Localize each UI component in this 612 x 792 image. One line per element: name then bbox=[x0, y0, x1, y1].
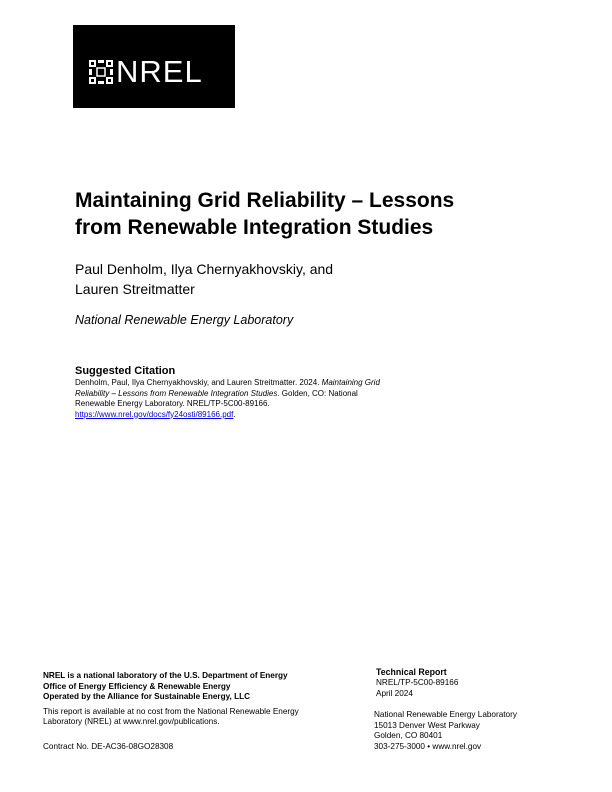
availability-line-1: This report is available at no cost from the National Renewable Energy bbox=[43, 706, 299, 716]
suggested-citation bbox=[75, 365, 495, 420]
availability-line-2: Laboratory (NREL) at www.nrel.gov/publications. bbox=[43, 717, 220, 726]
lab-statement-line-3: Operated by the Alliance for Sustainable Energy, LLC bbox=[43, 692, 251, 701]
citation-authors-year: Denholm, Paul, Ilya Chernyakhovskiy, and Lauren Streitmatter. 2024. bbox=[75, 378, 322, 387]
nrel-logo bbox=[73, 25, 235, 108]
lab-address bbox=[374, 710, 584, 752]
citation-publisher: . Golden, CO: National bbox=[277, 388, 358, 398]
address-line-1: National Renewable Energy Laboratory bbox=[374, 710, 517, 719]
citation-heading: Suggested Citation bbox=[75, 365, 176, 377]
citation-title-part-1: Maintaining Grid bbox=[321, 378, 380, 387]
report-number: NREL/TP-5C00-89166 bbox=[376, 678, 459, 687]
report-title-line-1: Maintaining Grid Reliability – Lessons bbox=[75, 189, 455, 212]
address-line-2: 15013 Denver West Parkway bbox=[374, 720, 480, 730]
authors-line-1: Paul Denholm, Ilya Chernyakhovskiy, and bbox=[75, 261, 334, 277]
nrel-logo-text: NREL bbox=[116, 54, 203, 89]
report-info bbox=[376, 667, 576, 699]
address-line-3: Golden, CO 80401 bbox=[374, 731, 443, 740]
availability-note bbox=[43, 707, 363, 728]
citation-line-4 bbox=[75, 410, 495, 421]
citation-link-period: . bbox=[233, 409, 236, 419]
report-title bbox=[75, 187, 545, 241]
citation-link[interactable]: https://www.nrel.gov/docs/fy24osti/89166.pdf bbox=[75, 409, 234, 419]
lab-statement-line-1: NREL is a national laboratory of the U.S. Department of Energy bbox=[43, 671, 288, 680]
report-date: April 2024 bbox=[376, 688, 413, 698]
address-line-4: 303-275-3000 • www.nrel.gov bbox=[374, 741, 482, 751]
citation-line-3: Renewable Energy Laboratory. NREL/TP-5C00-89166. bbox=[75, 399, 270, 408]
contract-number: Contract No. DE-AC36-08GO28308 bbox=[43, 742, 174, 751]
citation-line-2 bbox=[75, 389, 495, 400]
citation-title-part-2: Reliability – Lessons from Renewable Integration Studies bbox=[75, 388, 278, 398]
report-type: Technical Report bbox=[376, 667, 447, 677]
nrel-logo-mark-icon bbox=[89, 60, 113, 84]
authors bbox=[75, 259, 495, 299]
organization: National Renewable Energy Laboratory bbox=[75, 313, 294, 327]
footer-left bbox=[43, 671, 363, 728]
report-title-line-2: from Renewable Integration Studies bbox=[75, 216, 434, 239]
authors-line-2: Lauren Streitmatter bbox=[75, 281, 195, 297]
citation-line-1 bbox=[75, 378, 495, 389]
lab-statement-line-2: Office of Energy Efficiency & Renewable Energy bbox=[43, 681, 231, 691]
